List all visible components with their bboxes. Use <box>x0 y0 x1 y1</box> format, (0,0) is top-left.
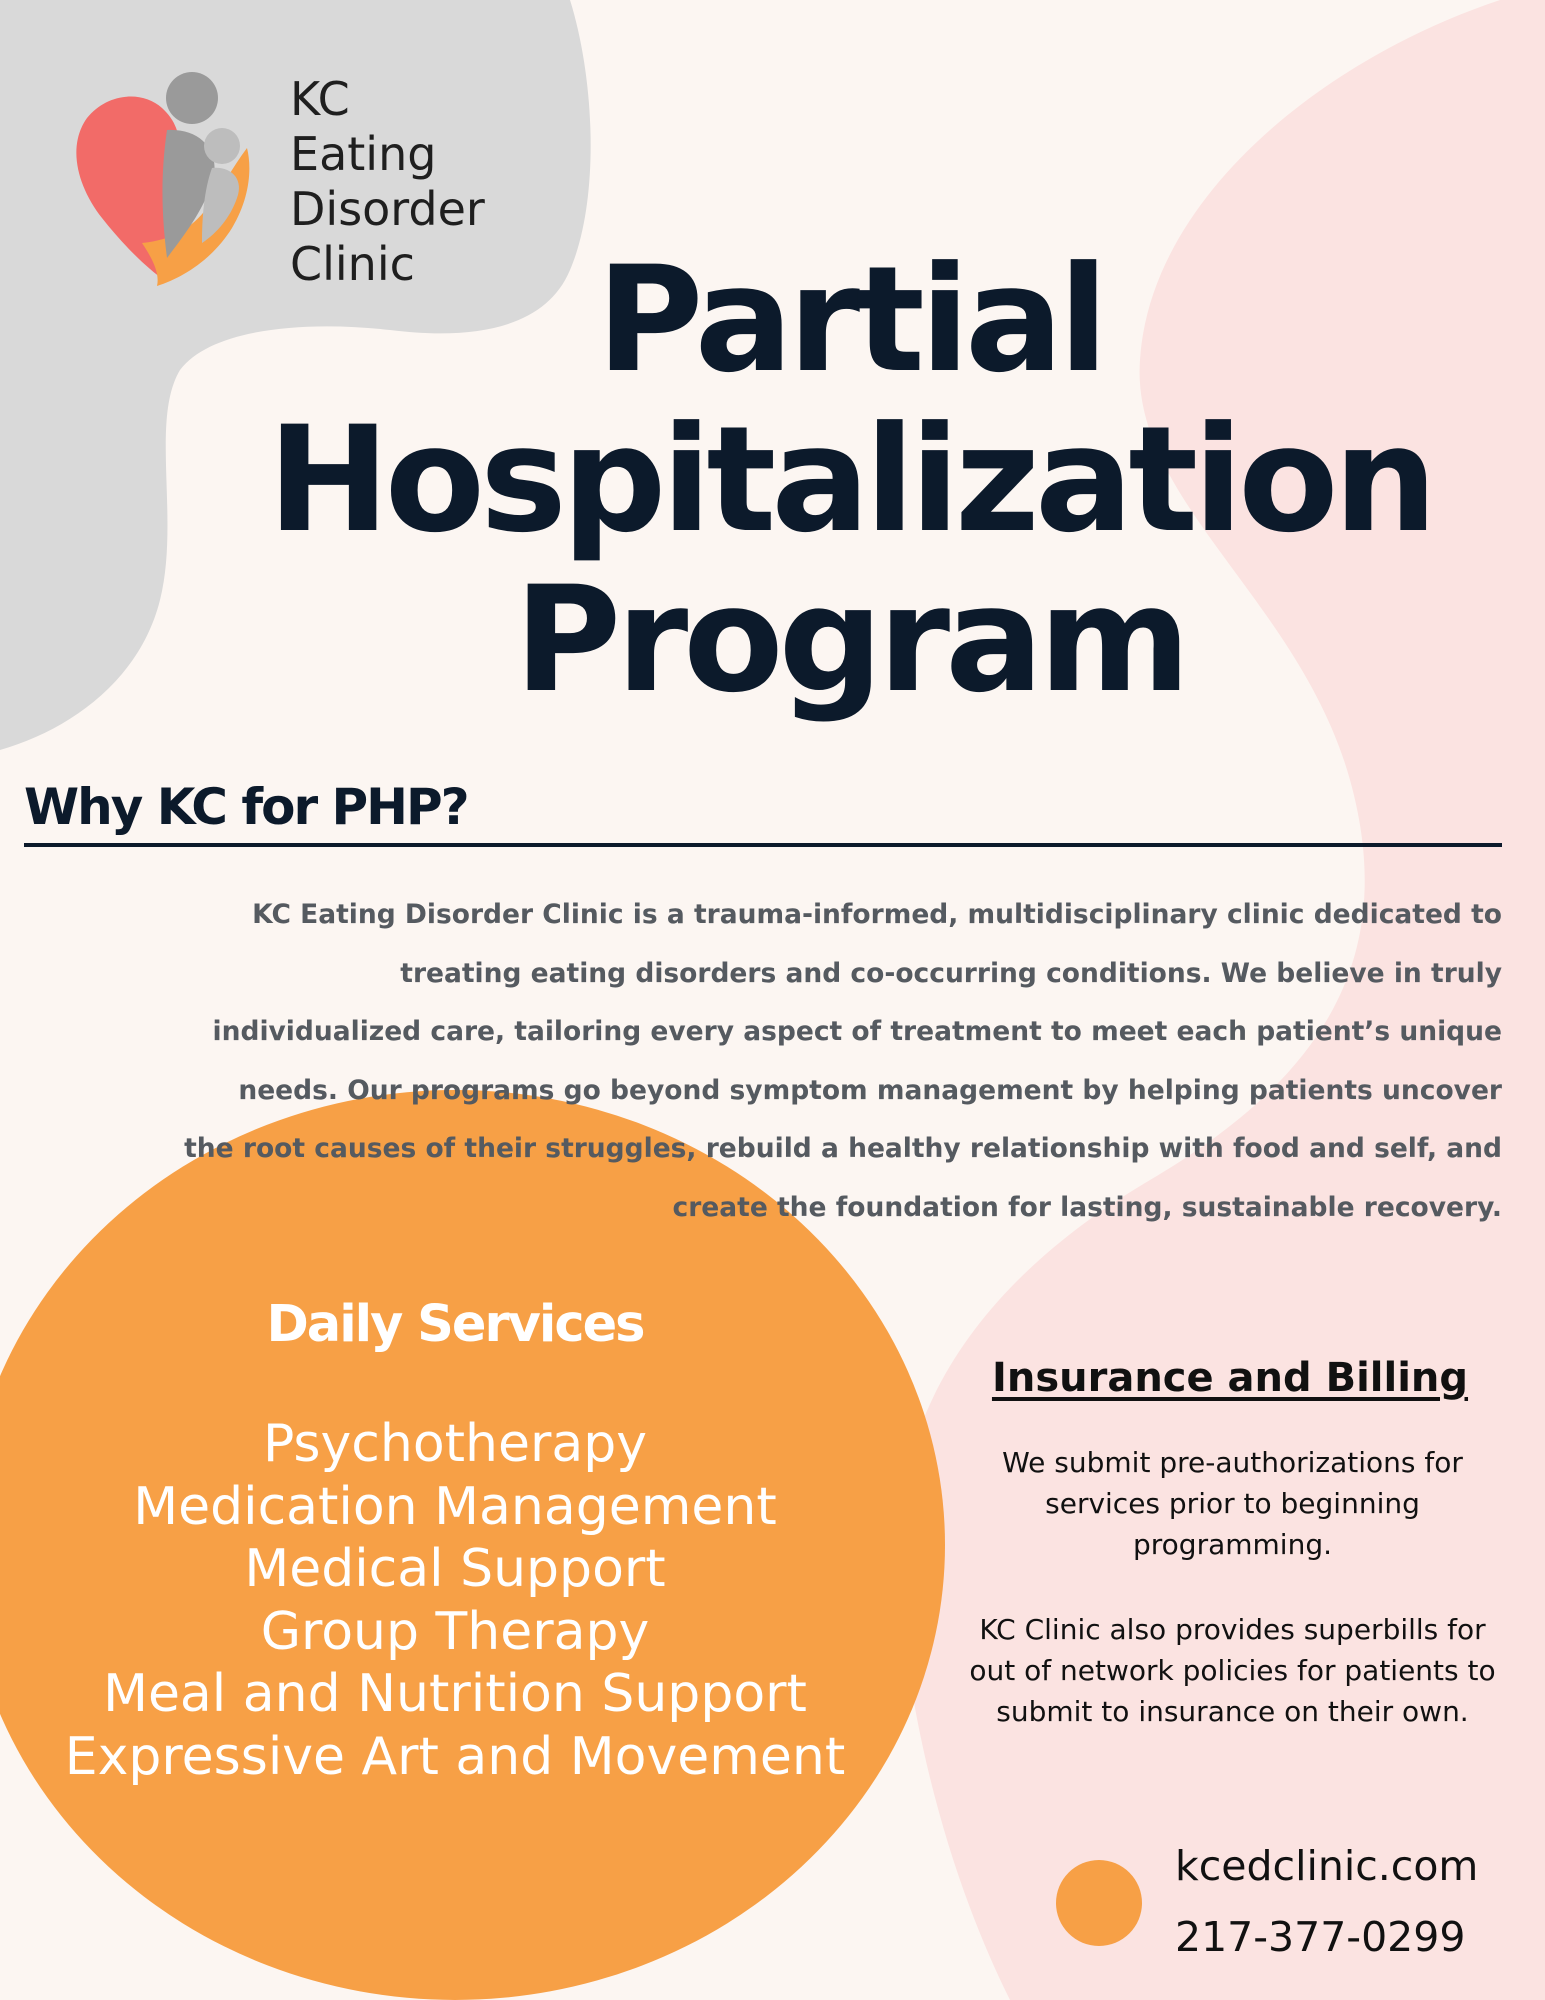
paragraph-line: submit to insurance on their own. <box>996 1695 1469 1728</box>
service-item: Meal and Nutrition Support <box>103 1664 807 1724</box>
paragraph-line: create the foundation for lasting, sustainable recovery. <box>672 1191 1502 1223</box>
child-head <box>204 128 240 164</box>
paragraph-line: KC Clinic also provides superbills for <box>979 1613 1486 1646</box>
services-heading: Daily Services <box>266 1295 644 1354</box>
contact-dot-icon <box>1056 1860 1142 1946</box>
paragraph-line: treating eating disorders and co-occurring conditions. We believe in truly <box>400 957 1502 989</box>
title-line: Hospitalization <box>267 395 1433 565</box>
paragraph-line: out of network policies for patients to <box>969 1654 1496 1687</box>
insurance-paragraph-superbills <box>945 1609 1520 1732</box>
clinic-name-line: KC <box>290 72 350 126</box>
parent-head <box>166 72 218 124</box>
service-item: Medical Support <box>244 1539 666 1599</box>
phone-number[interactable]: 217-377-0299 <box>1175 1913 1466 1961</box>
paragraph-line: services prior to beginning <box>1045 1487 1420 1520</box>
paragraph-line: needs. Our programs go beyond symptom management by helping patients uncover <box>238 1074 1502 1106</box>
paragraph-line: KC Eating Disorder Clinic is a trauma-informed, multidisciplinary clinic dedicated to <box>252 899 1502 930</box>
service-item: Expressive Art and Movement <box>64 1726 846 1787</box>
why-paragraph <box>20 886 1502 1237</box>
service-item: Medication Management <box>133 1476 777 1537</box>
paragraph-line: individualized care, tailoring every aspect of treatment to meet each patient’s unique <box>212 1016 1502 1047</box>
service-item: Group Therapy <box>260 1601 650 1662</box>
service-item: Psychotherapy <box>262 1414 648 1474</box>
paragraph-line: programming. <box>1133 1528 1332 1561</box>
services-list <box>40 1413 870 1788</box>
paragraph-line: We submit pre-authorizations for <box>1002 1446 1463 1479</box>
title-line: Program <box>514 555 1186 725</box>
section-divider <box>24 843 1502 847</box>
title-line: Partial <box>596 235 1104 405</box>
website-link[interactable]: kcedclinic.com <box>1175 1842 1479 1890</box>
paragraph-line: the root causes of their struggles, rebuild a healthy relationship with food and self, and <box>184 1133 1502 1164</box>
clinic-name-line: Eating <box>290 127 437 181</box>
clinic-name-line: Disorder <box>290 182 485 236</box>
clinic-name-line: Clinic <box>290 237 415 291</box>
insurance-heading: Insurance and Billing <box>991 1355 1469 1401</box>
why-heading: Why KC for PHP? <box>24 778 468 836</box>
page-title <box>200 235 1500 725</box>
insurance-paragraph-preauth <box>945 1442 1520 1565</box>
